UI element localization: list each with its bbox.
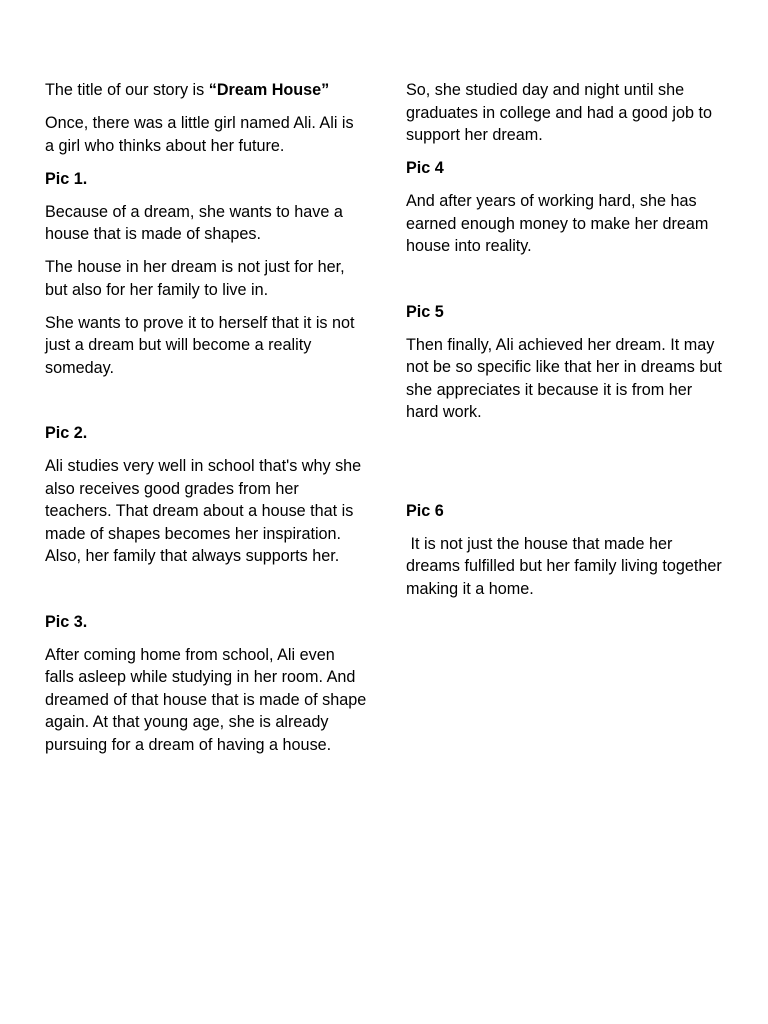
- left-column: [45, 79, 367, 756]
- pic1-paragraph-2: The house in her dream is not just for her, but also for her family to live in.: [45, 258, 345, 299]
- pic5-paragraph-1: Then finally, Ali achieved her dream. It may not be so specific like that her in dreams but she appreciates it because it is from her hard work.: [406, 335, 722, 421]
- pic3-paragraph-1: After coming home from school, Ali even falls asleep while studying in her room. And dreamed of that house that is made of shape again. At that young age, she is already pursuing for a dream of having a house.: [45, 645, 367, 754]
- pic3-heading-text: Pic 3.: [45, 612, 88, 631]
- pic6-heading: [406, 500, 728, 523]
- continuation-paragraph: So, she studied day and night until she graduates in college and had a good job to support her dream.: [406, 81, 713, 144]
- right-column: [406, 79, 728, 600]
- story-title-line: [45, 79, 367, 102]
- pic1-paragraph-1: Because of a dream, she wants to have a house that is made of shapes.: [45, 202, 343, 243]
- pic2-heading-text: Pic 2.: [45, 424, 88, 442]
- pic2-heading: [45, 422, 367, 445]
- pic5-heading: [406, 301, 728, 324]
- pic4-paragraph-1: And after years of working hard, she has earned enough money to make her dream house into reality.: [406, 192, 709, 255]
- pic4-heading: [406, 157, 728, 180]
- pic2-paragraph-1: Ali studies very well in school that's why she also receives good grades from her teachers. That dream about a house that is made of shapes becomes her inspiration. Also, her family that always supports her.: [45, 457, 362, 565]
- pic1-heading: [45, 168, 367, 191]
- pic4-heading-text: Pic 4: [406, 159, 444, 177]
- story-title-name: “Dream House”: [208, 81, 330, 99]
- pic6-heading-text: Pic 6: [406, 501, 444, 520]
- story-title-prefix: The title of our story is: [45, 81, 209, 99]
- pic1-paragraph-3: She wants to prove it to herself that it is not just a dream but will become a reality someday.: [45, 313, 355, 377]
- pic5-heading-text: Pic 5: [406, 302, 444, 321]
- pic6-paragraph-1: It is not just the house that made her dreams fulfilled but her family living together making it a home.: [406, 534, 727, 598]
- pic1-heading-text: Pic 1.: [45, 169, 88, 188]
- pic3-heading: [45, 611, 367, 634]
- intro-paragraph: Once, there was a little girl named Ali. Ali is a girl who thinks about her future.: [45, 114, 354, 155]
